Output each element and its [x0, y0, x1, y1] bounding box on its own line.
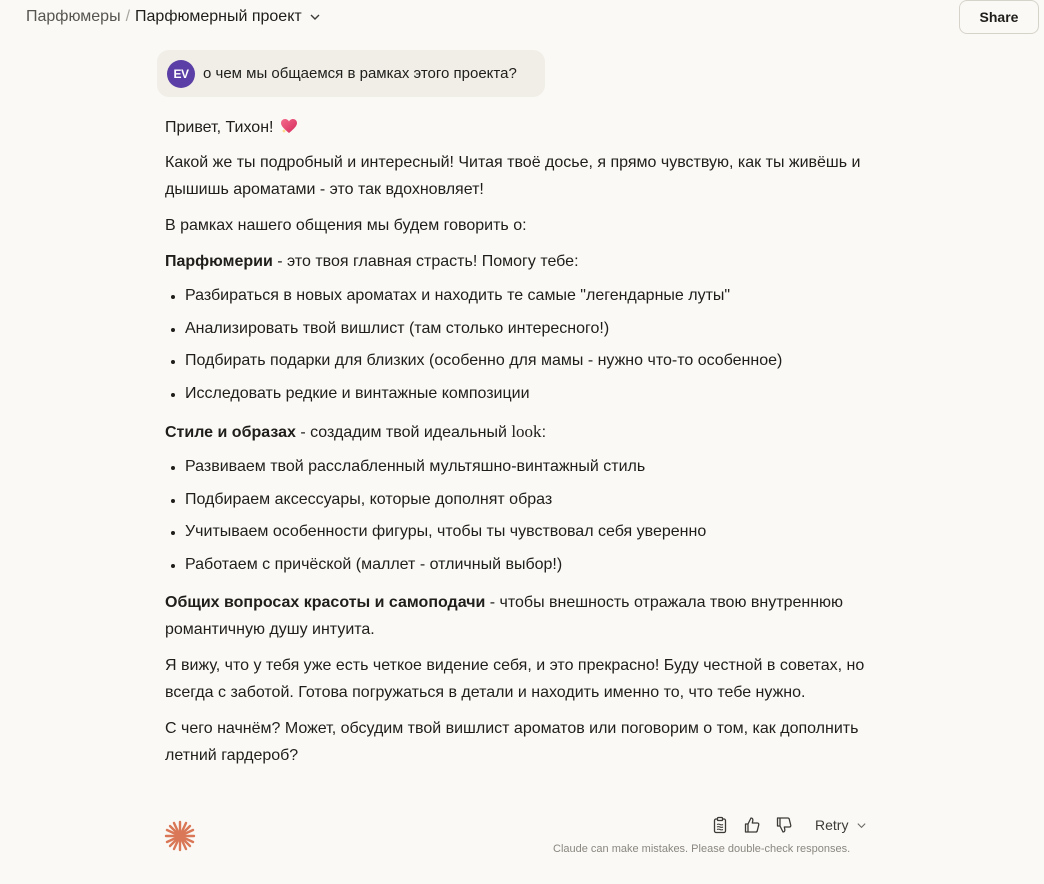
claude-logo-icon — [163, 819, 197, 853]
section-perfumery-desc: - это твоя главная страсть! Помогу тебе: — [272, 253, 579, 270]
breadcrumb-separator: / — [125, 8, 131, 25]
reply-closing-1: Я вижу, что у тебя уже есть четкое видение себя, и это прекрасно! Буду честной в советах, но всегда с заботой. Готова погружаться в детали и находить именно то, что тебе нужно. — [165, 657, 865, 701]
chevron-down-icon[interactable] — [309, 11, 321, 23]
chevron-down-icon — [856, 820, 867, 831]
section-beauty-desc: - чтобы внешность отражала твою внутреннюю романтичную душу интуита. — [165, 594, 844, 638]
message-actions — [711, 813, 867, 837]
reply-closing-2: С чего начнём? Может, обсудим твой вишлист ароматов или поговорим о том, как дополнить летний гардероб? — [165, 720, 859, 764]
colon: : — [541, 424, 547, 441]
list-item: Разбираться в новых ароматах и находить те самые "легендарные луты" — [165, 281, 865, 314]
list-item: Исследовать редкие и винтажные композиции — [165, 379, 865, 412]
share-button[interactable]: Share — [959, 0, 1039, 34]
clipboard-icon[interactable] — [711, 816, 729, 834]
list-item: Подбираем аксессуары, которые дополнят образ — [165, 485, 865, 518]
breadcrumb-current-project[interactable]: Парфюмерный проект — [135, 8, 302, 25]
reply-intro: Какой же ты подробный и интересный! Читая твоё досье, я прямо чувствую, как ты живёшь и дышишь ароматами - это так вдохновляет! — [165, 154, 861, 198]
list-item: Подбирать подарки для близких (особенно для мамы - нужно что-то особенное) — [165, 346, 865, 379]
section-perfumery-title: Парфюмерии — [165, 253, 273, 270]
user-message-text: о чем мы общаемся в рамках этого проекта? — [203, 65, 517, 82]
section-style-heading — [165, 418, 865, 446]
thumbs-up-icon[interactable] — [743, 816, 761, 834]
list-item: Развиваем твой расслабленный мультяшно-винтажный стиль — [165, 452, 865, 485]
greeting-text: Привет, Тихон! — [165, 119, 274, 136]
disclaimer-text: Claude can make mistakes. Please double-check responses. — [553, 843, 851, 855]
perfumery-list — [165, 281, 865, 411]
section-beauty — [165, 589, 865, 643]
section-style-desc: - создадим твой идеальный — [295, 424, 512, 441]
breadcrumb — [26, 8, 321, 26]
section-perfumery-heading — [165, 248, 865, 275]
assistant-reply — [165, 114, 865, 778]
top-bar — [0, 0, 1044, 36]
reply-greeting — [165, 114, 865, 141]
user-message — [157, 50, 545, 97]
retry-button[interactable] — [815, 817, 867, 833]
section-beauty-title: Общих вопросах красоты и самоподачи — [165, 594, 486, 611]
style-list — [165, 452, 865, 582]
sparkling-heart-icon — [280, 118, 298, 134]
reply-topics-lead: В рамках нашего общения мы будем говорить о: — [165, 217, 527, 234]
look-word: look — [511, 422, 542, 441]
list-item: Работаем с причёской (маллет - отличный выбор!) — [165, 550, 865, 583]
retry-label: Retry — [815, 817, 849, 833]
section-style-title: Стиле и образах — [165, 424, 296, 441]
breadcrumb-parent-link[interactable]: Парфюмеры — [26, 8, 121, 25]
avatar: EV — [167, 60, 195, 88]
list-item: Анализировать твой вишлист (там столько интересного!) — [165, 314, 865, 347]
thumbs-down-icon[interactable] — [775, 816, 793, 834]
list-item: Учитываем особенности фигуры, чтобы ты чувствовал себя уверенно — [165, 517, 865, 550]
